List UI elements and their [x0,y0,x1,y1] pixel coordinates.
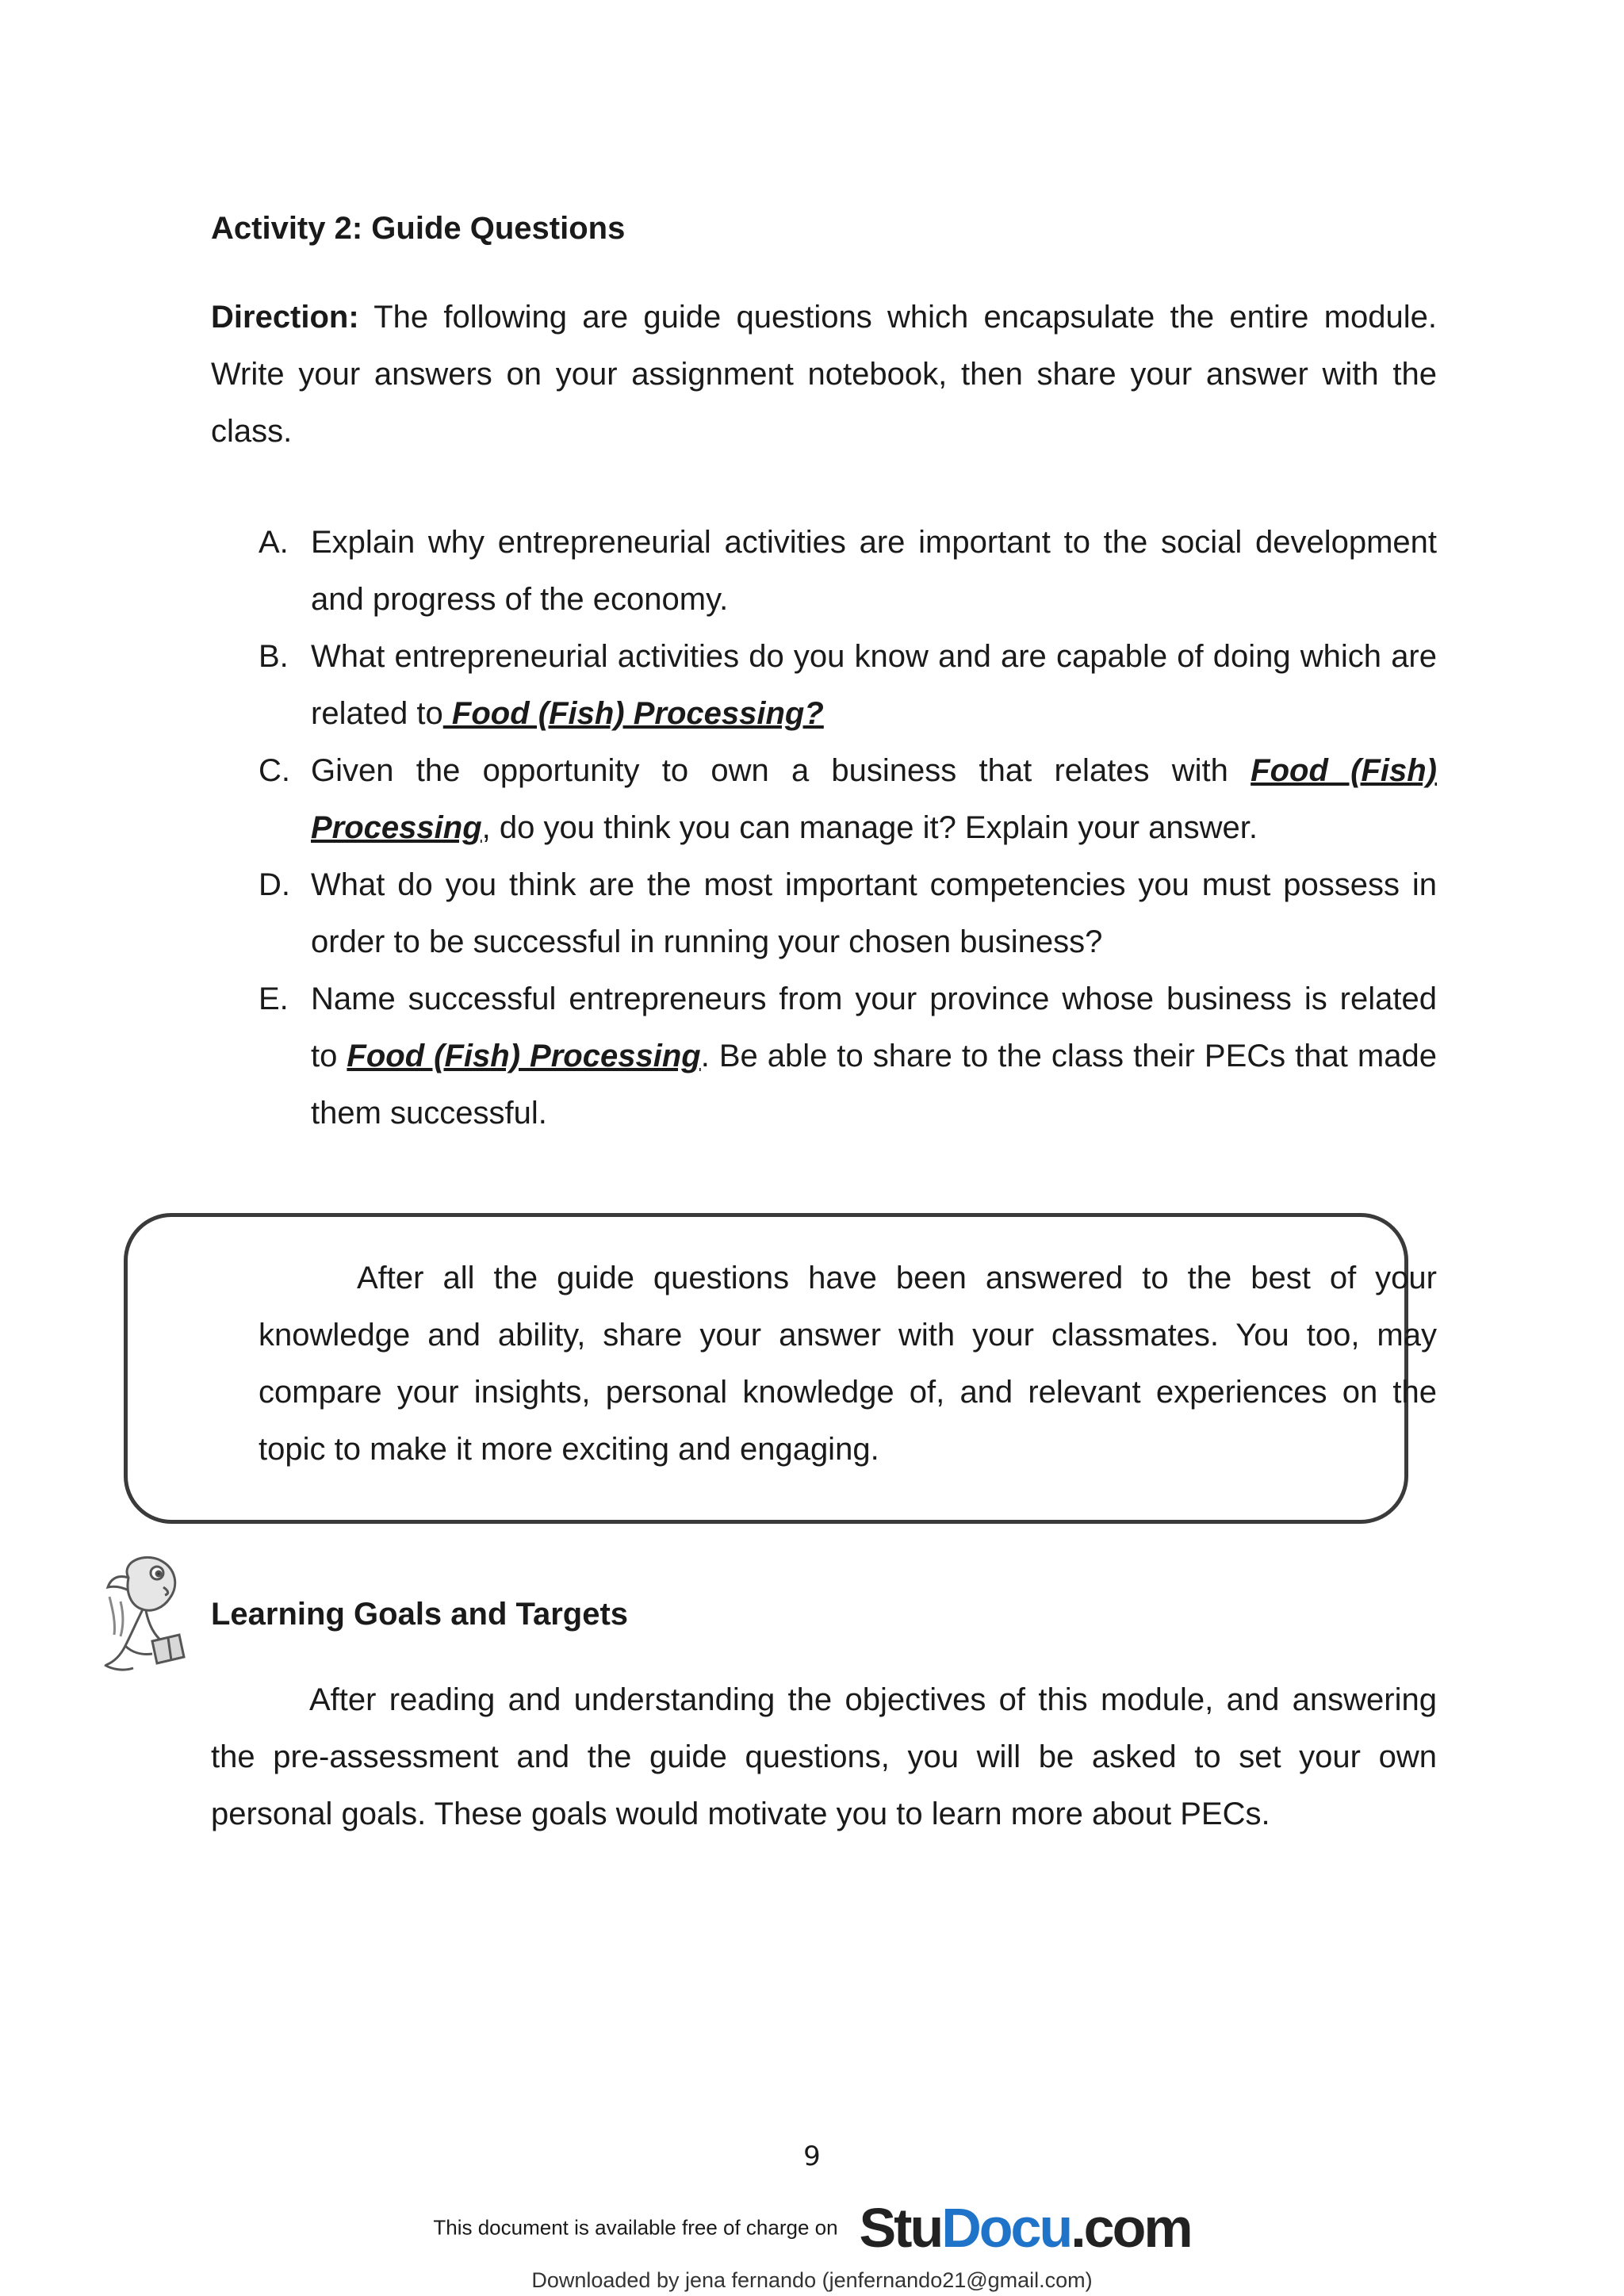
activity-heading: Activity 2: Guide Questions [211,211,626,246]
list-marker: E. [259,982,289,1016]
direction-text: The following are guide questions which encapsulate the entire module. Write your answers on your assignment notebook, then share your answer with the class. [211,300,1437,449]
callout-text [259,1249,1437,1478]
direction-paragraph [211,289,1437,460]
question-emphasis: Food (Fish) Processing? [442,696,824,731]
learning-goals-text: After reading and understanding the objectives of this module, and answering the pre-assessment and the guide questions, you will be asked to set your own personal goals. These goals would motivate you to learn more about PECs. [211,1682,1437,1831]
learning-goals-heading: Learning Goals and Targets [211,1597,629,1632]
question-emphasis: Food (Fish) Processing [347,1039,701,1073]
question-text: Given the opportunity to own a business that relates with [311,753,1251,788]
list-item [259,970,1437,1142]
question-text: Name successful entrepreneurs from your province whose business is related to [311,982,1437,1073]
list-marker: B. [259,639,289,674]
question-emphasis: Food (Fish) Processing [311,753,1437,845]
list-item [259,628,1437,742]
studocu-banner[interactable] [0,2196,1624,2267]
page-number: 9 [803,2141,821,2172]
list-marker: C. [259,753,290,788]
question-text-after: . Be able to share to the class their PECs that made them successful. [311,1039,1437,1131]
learning-goals-paragraph [211,1671,1437,1843]
list-marker: D. [259,867,290,902]
direction-label: Direction: [211,300,359,335]
question-text: What entrepreneurial activities do you know and are capable of doing which are related to [311,639,1437,731]
downloaded-by-text: Downloaded by jena fernando (jenfernando21@gmail.com) [531,2268,1093,2292]
list-item [259,742,1437,856]
fish-mascot-icon [97,1546,195,1676]
question-text: Explain why entrepreneurial activities are important to the social development and progress of the economy. [311,525,1437,617]
list-item [259,856,1437,970]
question-text: What do you think are the most important competencies you must possess in order to be successful in running your chosen business? [311,867,1437,959]
list-item [259,514,1437,628]
callout-paragraph: After all the guide questions have been answered to the best of your knowledge and ability, share your answer with your classmates. You too, may compare your insights, personal knowledge of, and relevant experiences on the topic to make it more exciting and engaging. [259,1261,1437,1467]
studocu-logo[interactable]: StuDocu.com [859,2197,1191,2259]
guide-questions-list [259,514,1437,1142]
list-marker: A. [259,525,289,560]
availability-text: This document is available free of charge on [433,2215,838,2240]
question-text-after: , do you think you can manage it? Explain your answer. [481,810,1258,845]
